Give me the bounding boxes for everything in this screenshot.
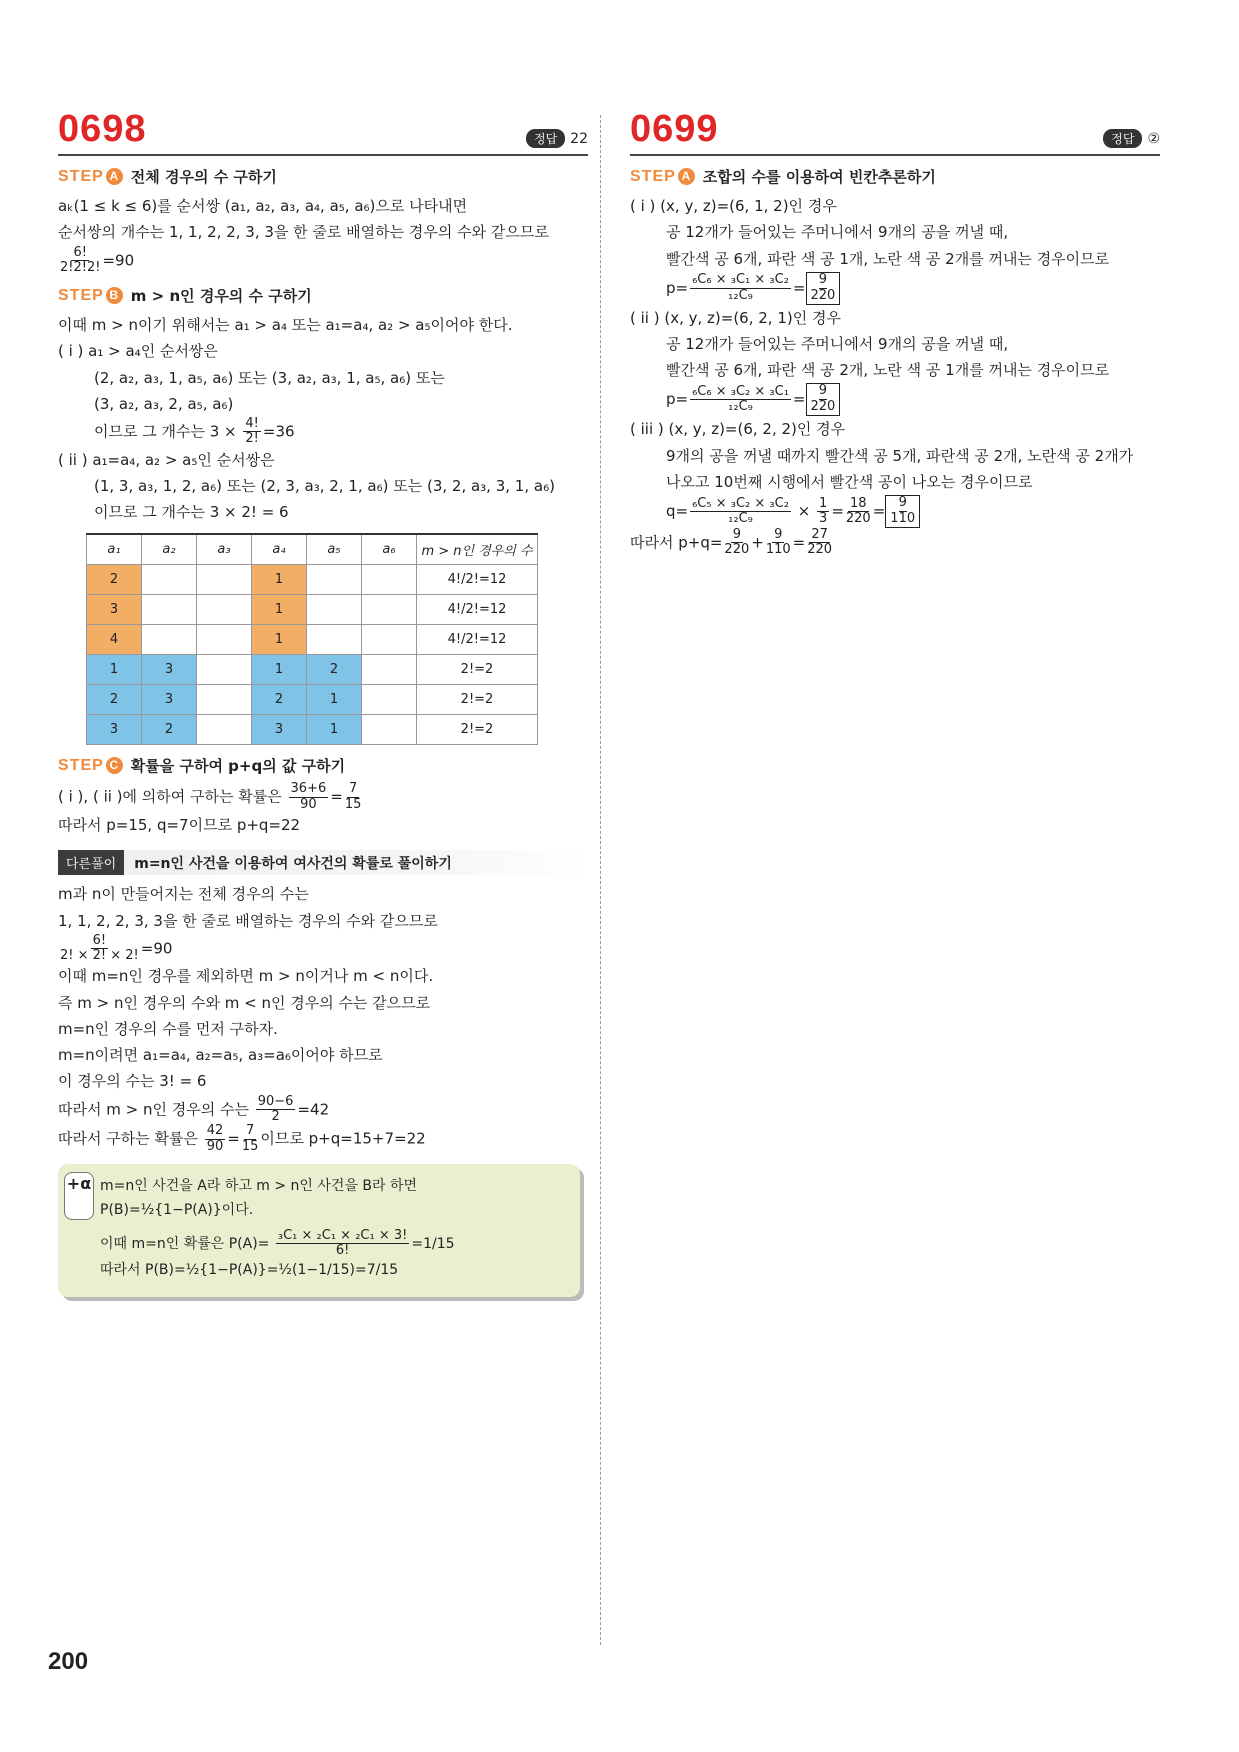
table-cell <box>142 625 197 655</box>
step-title: 확률을 구하여 p+q의 값 구하기 <box>130 757 346 776</box>
answer-value: 22 <box>570 130 588 147</box>
problem-header <box>630 110 1160 156</box>
answer-box: $\frac{9}{220}$ <box>806 272 841 305</box>
table-cell: 2 <box>87 565 142 595</box>
formula-line: $\frac{6!}{2!2!2!}$ =90 <box>60 244 135 275</box>
table-cell <box>362 595 417 625</box>
table-cell <box>307 625 362 655</box>
table-cell <box>307 565 362 595</box>
text-line: (3, a₂, a₃, 2, a₅, a₆) <box>94 394 234 413</box>
fraction: $\frac{\text{₃C₁ × ₂C₁ × ₂C₁ × 3!}}{6!}$ <box>277 1227 408 1259</box>
table-row <box>87 565 538 595</box>
text-line: ( iii ) (x, y, z)=(6, 2, 2)인 경우 <box>630 420 846 439</box>
fraction: $\frac{9}{110}$ <box>765 526 791 558</box>
table-header: a₁ <box>87 534 142 565</box>
table-cell: 2!=2 <box>417 655 538 685</box>
table-header: a₂ <box>142 534 197 565</box>
problem-number: 0699 <box>630 108 719 150</box>
text-line: 공 12개가 들어있는 주머니에서 9개의 공을 꺼낼 때, <box>666 334 1009 353</box>
fraction: $\frac{1}{3}$ <box>819 495 828 526</box>
text-line: P(B)=½{1−P(A)}이다. <box>100 1202 254 1219</box>
fraction: $\frac{4!}{2!}$ <box>245 416 259 447</box>
fraction: $\frac{6!}{2! \times 2! \times 2!}$ <box>60 932 139 964</box>
table-row <box>87 715 538 745</box>
table-cell: 1 <box>252 595 307 625</box>
answer-value: ② <box>1147 130 1160 147</box>
table-cell: 1 <box>307 715 362 745</box>
step-badge: STEP A <box>58 168 123 186</box>
fraction: $\frac{27}{220}$ <box>807 526 833 558</box>
table-cell: 3 <box>87 595 142 625</box>
table-cell <box>197 565 252 595</box>
text-line: 이때 m > n이기 위해서는 a₁ > a₄ 또는 a₁=a₄, a₂ > a₅이어야 한다. <box>58 316 513 335</box>
text-line: (1, 3, a₃, 1, 2, a₆) 또는 (2, 3, a₃, 2, 1, a₆) 또는 (3, 2, a₃, 3, 1, a₆) <box>94 476 555 495</box>
table-header: a₄ <box>252 534 307 565</box>
text-line: m과 n이 만들어지는 전체 경우의 수는 <box>58 885 309 904</box>
formula-line: q= $\frac{\text{₆C₅ × ₃C₂ × ₃C₂}}{\text{₁₂C₉}}$ × $\frac{1}{3}$ = $\frac{18}{220}$ = $\frac{9}{110}$ <box>630 495 1160 528</box>
table-cell: 1 <box>307 685 362 715</box>
formula-line: p= $\frac{\text{₆C₆ × ₃C₁ × ₃C₂}}{\text{₁₂C₉}}$ = $\frac{9}{220}$ <box>630 272 1160 305</box>
table-cell <box>197 655 252 685</box>
table-cell <box>362 625 417 655</box>
text-line: aₖ(1 ≤ k ≤ 6)를 순서쌍 (a₁, a₂, a₃, a₄, a₅, a₆)으로 나타내면 <box>58 197 468 215</box>
fraction: $\frac{6!}{2!2!2!}$ <box>60 244 101 275</box>
problem-header <box>58 110 588 156</box>
table-header: a₆ <box>362 534 417 565</box>
fraction: $\frac{7}{15}$ <box>241 1123 259 1154</box>
formula-line: ( i ), ( ii )에 의하여 구하는 확률은 $\frac{36+6}{90}$ = $\frac{7}{15}$ <box>58 781 362 812</box>
step-c-heading <box>58 755 588 776</box>
table-cell: 1 <box>252 655 307 685</box>
fraction: $\frac{42}{90}$ <box>206 1123 224 1154</box>
table-cell: 3 <box>142 685 197 715</box>
table-cell: 1 <box>252 565 307 595</box>
table-row <box>87 685 538 715</box>
table-cell <box>197 625 252 655</box>
step-title: m > n인 경우의 수 구하기 <box>130 287 312 306</box>
table-cell <box>362 565 417 595</box>
table-cell: 2 <box>252 685 307 715</box>
answer-badge <box>526 129 588 148</box>
step-badge: STEP B <box>58 287 123 305</box>
text-line: 따라서 p=15, q=7이므로 p+q=22 <box>58 816 301 835</box>
text-line: ( ii ) (x, y, z)=(6, 2, 1)인 경우 <box>630 308 841 327</box>
formula-line: p= $\frac{\text{₆C₆ × ₃C₂ × ₃C₁}}{\text{₁₂C₉}}$ = $\frac{9}{220}$ <box>630 383 1160 416</box>
text-line: ( ii ) a₁=a₄, a₂ > a₅인 순서쌍은 <box>58 450 275 469</box>
fraction: $\frac{18}{220}$ <box>845 495 871 526</box>
text-line: 즉 m > n인 경우의 수와 m < n인 경우의 수는 같으므로 <box>58 993 431 1012</box>
plus-alpha-icon: +α <box>64 1172 94 1220</box>
step-title: 조합의 수를 이용하여 빈칸추론하기 <box>702 168 936 186</box>
alternative-solution-bar <box>58 850 588 875</box>
table-cell: 4!/2!=12 <box>417 625 538 655</box>
text-line: m=n인 사건을 A라 하고 m > n인 사건을 B라 하면 <box>100 1177 418 1194</box>
table-cell: 3 <box>87 715 142 745</box>
text-line: 빨간색 공 6개, 파란 색 공 2개, 노란 색 공 1개를 꺼내는 경우이므로 <box>666 361 1110 380</box>
text-line: 이때 m=n인 경우를 제외하면 m > n이거나 m < n이다. <box>58 967 434 986</box>
table-cell: 1 <box>252 625 307 655</box>
table-cell <box>362 715 417 745</box>
table-cell <box>362 655 417 685</box>
text-line: 이므로 그 개수는 3 × 2! = 6 <box>94 503 289 522</box>
text-line: 빨간색 공 6개, 파란 색 공 1개, 노란 색 공 2개를 꺼내는 경우이므로 <box>666 249 1110 268</box>
alt-title: m=n인 사건을 이용하여 여사건의 확률로 풀이하기 <box>134 855 452 872</box>
table-cell: 2 <box>142 715 197 745</box>
fraction: $\frac{7}{15}$ <box>344 781 362 812</box>
table-header-row <box>87 534 538 565</box>
fraction: $\frac{\text{₆C₅ × ₃C₂ × ₃C₂}}{\text{₁₂C₉}}$ <box>692 495 789 526</box>
table-cell: 4!/2!=12 <box>417 595 538 625</box>
fraction: $\frac{90-6}{2}$ <box>257 1093 294 1124</box>
case-table <box>86 533 538 745</box>
text-line: ( i ) a₁ > a₄인 순서쌍은 <box>58 342 218 361</box>
table-cell: 3 <box>252 715 307 745</box>
formula-line: 따라서 p+q= $\frac{9}{220}$ + $\frac{9}{110}$ = $\frac{27}{220}$ <box>630 526 833 558</box>
table-cell: 4!/2!=12 <box>417 565 538 595</box>
formula-line: 이므로 그 개수는 3 × $\frac{4!}{2!}$ =36 <box>94 416 295 447</box>
table-row <box>87 655 538 685</box>
table-cell: 2!=2 <box>417 685 538 715</box>
answer-label: 정답 <box>1103 129 1142 148</box>
table-cell <box>362 685 417 715</box>
table-cell <box>197 595 252 625</box>
answer-box: $\frac{9}{110}$ <box>885 495 920 528</box>
table-cell: 3 <box>142 655 197 685</box>
text-line: 나오고 10번째 시행에서 빨간색 공이 나오는 경우이므로 <box>666 472 1033 491</box>
table-header: a₃ <box>197 534 252 565</box>
table-cell: 2!=2 <box>417 715 538 745</box>
table-header: a₅ <box>307 534 362 565</box>
step-a-heading <box>58 166 588 187</box>
formula-line: 따라서 m > n인 경우의 수는 $\frac{90-6}{2}$ =42 <box>58 1093 330 1124</box>
page-number: 200 <box>48 1648 89 1675</box>
table-cell <box>142 595 197 625</box>
table-cell: 2 <box>87 685 142 715</box>
answer-box: $\frac{9}{220}$ <box>806 383 841 416</box>
table-cell <box>197 685 252 715</box>
table-cell <box>197 715 252 745</box>
table-cell: 4 <box>87 625 142 655</box>
text-line: 따라서 P(B)=½{1−P(A)}=½(1−1/15)=7/15 <box>100 1262 399 1279</box>
text-line: (2, a₂, a₃, 1, a₅, a₆) 또는 (3, a₂, a₃, 1, a₅, a₆) 또는 <box>94 368 445 387</box>
column-divider <box>600 115 601 1645</box>
table-header: m > n인 경우의 수 <box>417 534 538 565</box>
text-line: 9개의 공을 꺼낼 때까지 빨간색 공 5개, 파란색 공 2개, 노란색 공 2개가 <box>666 446 1134 465</box>
table-row <box>87 595 538 625</box>
formula-line: 이때 m=n인 확률은 P(A)= $\frac{\text{₃C₁ × ₂C₁ × ₂C₁ × 3!}}{6!}$ =1/15 <box>100 1227 455 1259</box>
text-line: 1, 1, 2, 2, 3, 3을 한 줄로 배열하는 경우의 수와 같으므로 <box>58 911 438 930</box>
step-b-heading <box>58 285 588 306</box>
step-badge: STEP C <box>58 757 123 775</box>
formula-line: 따라서 구하는 확률은 $\frac{42}{90}$ = $\frac{7}{15}$ 이므로 p+q=15+7=22 <box>58 1123 426 1154</box>
step-badge: STEP A <box>630 168 695 186</box>
alt-tag: 다른풀이 <box>58 850 124 875</box>
text-line: ( i ) (x, y, z)=(6, 1, 2)인 경우 <box>630 197 837 215</box>
step-title: 전체 경우의 수 구하기 <box>130 168 277 186</box>
formula-line: $\frac{6!}{2! \times 2! \times 2!}$ =90 <box>60 932 173 964</box>
text-line: m=n이려면 a₁=a₄, a₂=a₅, a₃=a₆이어야 하므로 <box>58 1046 383 1065</box>
table-cell: 1 <box>87 655 142 685</box>
table-cell <box>307 595 362 625</box>
table-cell: 2 <box>307 655 362 685</box>
text-line: 순서쌍의 개수는 1, 1, 2, 2, 3, 3을 한 줄로 배열하는 경우의 수와 같으므로 <box>58 223 549 242</box>
table-cell <box>142 565 197 595</box>
problem-number: 0698 <box>58 108 147 150</box>
step-a-heading <box>630 166 1160 187</box>
plus-alpha-box <box>58 1164 580 1297</box>
fraction: $\frac{36+6}{90}$ <box>290 781 327 812</box>
text-line: m=n인 경우의 수를 먼저 구하자. <box>58 1019 278 1038</box>
fraction: $\frac{\text{₆C₆ × ₃C₁ × ₃C₂}}{\text{₁₂C₉}}$ <box>692 272 789 303</box>
problem-0699 <box>630 110 1160 557</box>
fraction: $\frac{9}{220}$ <box>724 526 750 558</box>
fraction: $\frac{\text{₆C₆ × ₃C₂ × ₃C₁}}{\text{₁₂C₉}}$ <box>692 384 789 415</box>
problem-0698 <box>58 110 588 1297</box>
answer-badge <box>1103 129 1160 148</box>
text-line: 이 경우의 수는 3! = 6 <box>58 1072 207 1091</box>
answer-label: 정답 <box>526 129 565 148</box>
table-row <box>87 625 538 655</box>
text-line: 공 12개가 들어있는 주머니에서 9개의 공을 꺼낼 때, <box>666 223 1009 242</box>
